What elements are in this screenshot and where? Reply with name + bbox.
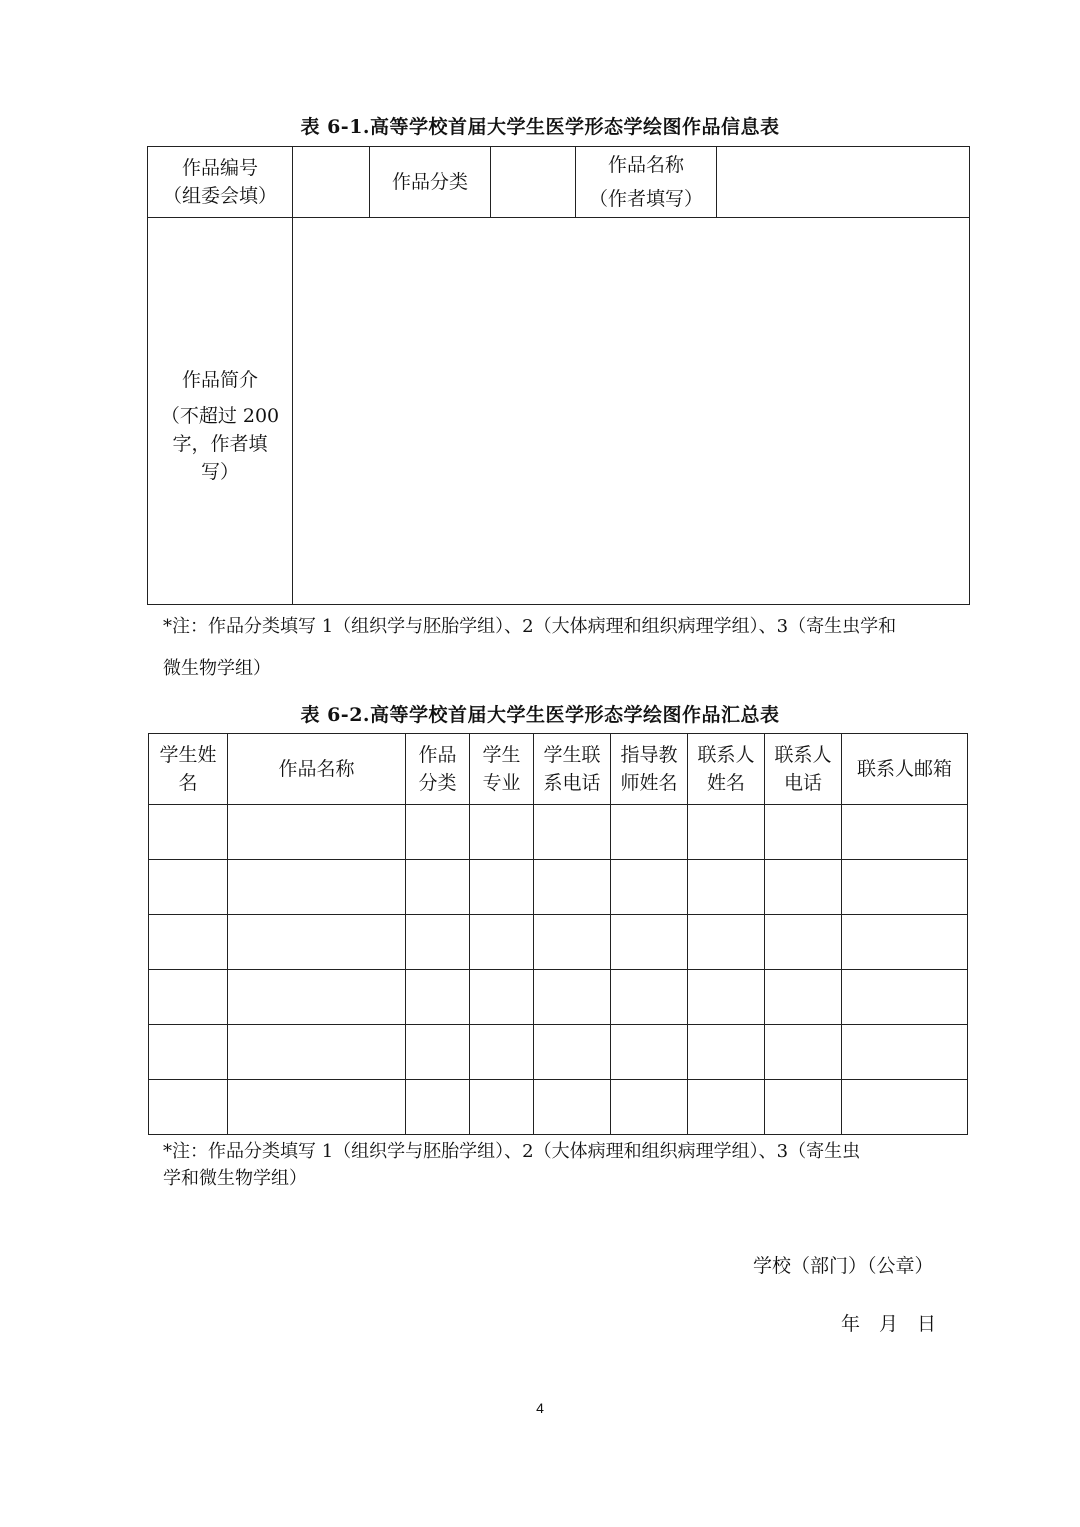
work-intro-hint-3: 写） — [200, 461, 239, 483]
table-cell[interactable] — [406, 805, 470, 860]
header-work-category — [406, 734, 470, 805]
table-cell[interactable] — [611, 1080, 688, 1135]
table-cell[interactable] — [470, 860, 534, 915]
table1-title: 表 6-1.高等学校首届大学生医学形态学绘图作品信息表 — [300, 116, 780, 138]
work-id-label: 作品编号 — [181, 157, 258, 179]
work-name-label-cell — [576, 147, 717, 218]
work-id-value-cell[interactable] — [293, 147, 370, 218]
table-cell[interactable] — [228, 860, 406, 915]
header-contact-phone-line2: 电话 — [783, 772, 822, 794]
table-cell[interactable] — [534, 970, 611, 1025]
table1-note-line2: 微生物学组） — [163, 658, 271, 679]
header-work-category-line1: 作品 — [418, 744, 457, 766]
header-contact-phone-line1: 联系人 — [774, 744, 832, 766]
header-contact-email — [842, 734, 968, 805]
table-cell[interactable] — [406, 915, 470, 970]
work-intro-hint-1: （不超过 200 — [160, 405, 280, 427]
table-cell[interactable] — [406, 1025, 470, 1080]
table-row — [149, 970, 968, 1025]
table-cell[interactable] — [611, 805, 688, 860]
table-cell[interactable] — [765, 805, 842, 860]
table-cell[interactable] — [688, 1080, 765, 1135]
table-cell[interactable] — [228, 915, 406, 970]
table1-note-line1: *注：作品分类填写 1（组织学与胚胎学组）、2（大体病理和组织病理学组）、3（寄生虫学和 — [163, 616, 897, 637]
table-cell[interactable] — [842, 860, 968, 915]
header-work-category-line2: 分类 — [418, 772, 457, 794]
table-cell[interactable] — [406, 970, 470, 1025]
header-contact-name — [688, 734, 765, 805]
header-student-major-line1: 学生 — [482, 744, 521, 766]
work-category-value-cell[interactable] — [491, 147, 576, 218]
header-advisor-name-line1: 指导教 — [620, 744, 678, 766]
table-cell[interactable] — [149, 860, 228, 915]
table-cell[interactable] — [688, 970, 765, 1025]
summary-body — [149, 805, 968, 1135]
header-contact-name-line2: 姓名 — [706, 772, 745, 794]
table-row — [149, 915, 968, 970]
table-cell[interactable] — [406, 1080, 470, 1135]
table-cell[interactable] — [228, 1080, 406, 1135]
table-cell[interactable] — [842, 805, 968, 860]
table-cell[interactable] — [470, 915, 534, 970]
table-cell[interactable] — [765, 970, 842, 1025]
table-cell[interactable] — [842, 970, 968, 1025]
table-cell[interactable] — [611, 1025, 688, 1080]
table2-note-line1: *注：作品分类填写 1（组织学与胚胎学组）、2（大体病理和组织病理学组）、3（寄生虫 — [163, 1141, 861, 1162]
work-name-label-note: （作者填写） — [588, 188, 703, 210]
header-student-phone-line1: 学生联 — [543, 744, 601, 766]
table-cell[interactable] — [842, 1080, 968, 1135]
table-cell[interactable] — [688, 805, 765, 860]
table-cell[interactable] — [149, 1025, 228, 1080]
header-student-name — [149, 734, 228, 805]
table-cell[interactable] — [228, 970, 406, 1025]
header-contact-email-line1: 联系人邮箱 — [856, 758, 952, 780]
work-intro-label: 作品简介 — [181, 369, 258, 391]
table-cell[interactable] — [765, 915, 842, 970]
work-intro-value-cell[interactable] — [293, 218, 970, 605]
table-cell[interactable] — [149, 970, 228, 1025]
work-intro-hint-2: 字，作者填 — [172, 433, 268, 455]
work-id-label-cell — [148, 147, 293, 218]
table-cell[interactable] — [688, 915, 765, 970]
table-row — [149, 860, 968, 915]
table-cell[interactable] — [611, 915, 688, 970]
header-advisor-name — [611, 734, 688, 805]
table-cell[interactable] — [842, 1025, 968, 1080]
summary-table — [148, 733, 968, 1135]
table-row — [149, 1025, 968, 1080]
work-name-label: 作品名称 — [607, 154, 684, 176]
header-work-name — [228, 734, 406, 805]
header-student-name-line2: 名 — [178, 772, 198, 794]
table-cell[interactable] — [765, 860, 842, 915]
header-student-name-line1: 学生姓 — [159, 744, 217, 766]
table-cell[interactable] — [149, 1080, 228, 1135]
work-name-value-cell[interactable] — [717, 147, 970, 218]
table-cell[interactable] — [842, 915, 968, 970]
work-intro-label-cell — [148, 218, 293, 605]
header-student-major — [470, 734, 534, 805]
table-cell[interactable] — [688, 860, 765, 915]
header-contact-phone — [765, 734, 842, 805]
school-stamp-label: 学校（部门）（公章） — [753, 1255, 934, 1277]
table2-note — [163, 1138, 860, 1192]
work-category-label-cell — [370, 147, 491, 218]
table-cell[interactable] — [470, 805, 534, 860]
table-cell[interactable] — [406, 860, 470, 915]
table-cell[interactable] — [149, 915, 228, 970]
table-cell[interactable] — [228, 805, 406, 860]
table-cell[interactable] — [149, 805, 228, 860]
summary-header-row — [149, 734, 968, 805]
header-advisor-name-line2: 师姓名 — [620, 772, 678, 794]
table-cell[interactable] — [470, 970, 534, 1025]
table-cell[interactable] — [534, 1025, 611, 1080]
work-info-table — [147, 146, 970, 605]
table1-note — [163, 606, 896, 690]
header-student-phone — [534, 734, 611, 805]
header-student-major-line2: 专业 — [482, 772, 521, 794]
table-cell[interactable] — [534, 860, 611, 915]
header-work-name-line1: 作品名称 — [278, 758, 355, 780]
table-cell[interactable] — [765, 1080, 842, 1135]
table-cell[interactable] — [534, 805, 611, 860]
table-cell[interactable] — [470, 1080, 534, 1135]
table-row — [149, 1080, 968, 1135]
table-row — [149, 805, 968, 860]
table2-note-line2: 学和微生物学组） — [163, 1168, 307, 1189]
table-cell[interactable] — [765, 1025, 842, 1080]
date-label: 年 月 日 — [841, 1313, 937, 1335]
header-student-phone-line2: 系电话 — [543, 772, 601, 794]
table-cell[interactable] — [611, 970, 688, 1025]
table-cell[interactable] — [611, 860, 688, 915]
table-cell[interactable] — [534, 1080, 611, 1135]
table-cell[interactable] — [470, 1025, 534, 1080]
table-cell[interactable] — [688, 1025, 765, 1080]
table-cell[interactable] — [228, 1025, 406, 1080]
table2-title: 表 6-2.高等学校首届大学生医学形态学绘图作品汇总表 — [300, 704, 780, 726]
page-number: 4 — [536, 1400, 544, 1416]
header-contact-name-line1: 联系人 — [697, 744, 755, 766]
work-category-label: 作品分类 — [391, 171, 468, 193]
table-cell[interactable] — [534, 915, 611, 970]
work-id-label-note: （组委会填） — [162, 185, 277, 207]
